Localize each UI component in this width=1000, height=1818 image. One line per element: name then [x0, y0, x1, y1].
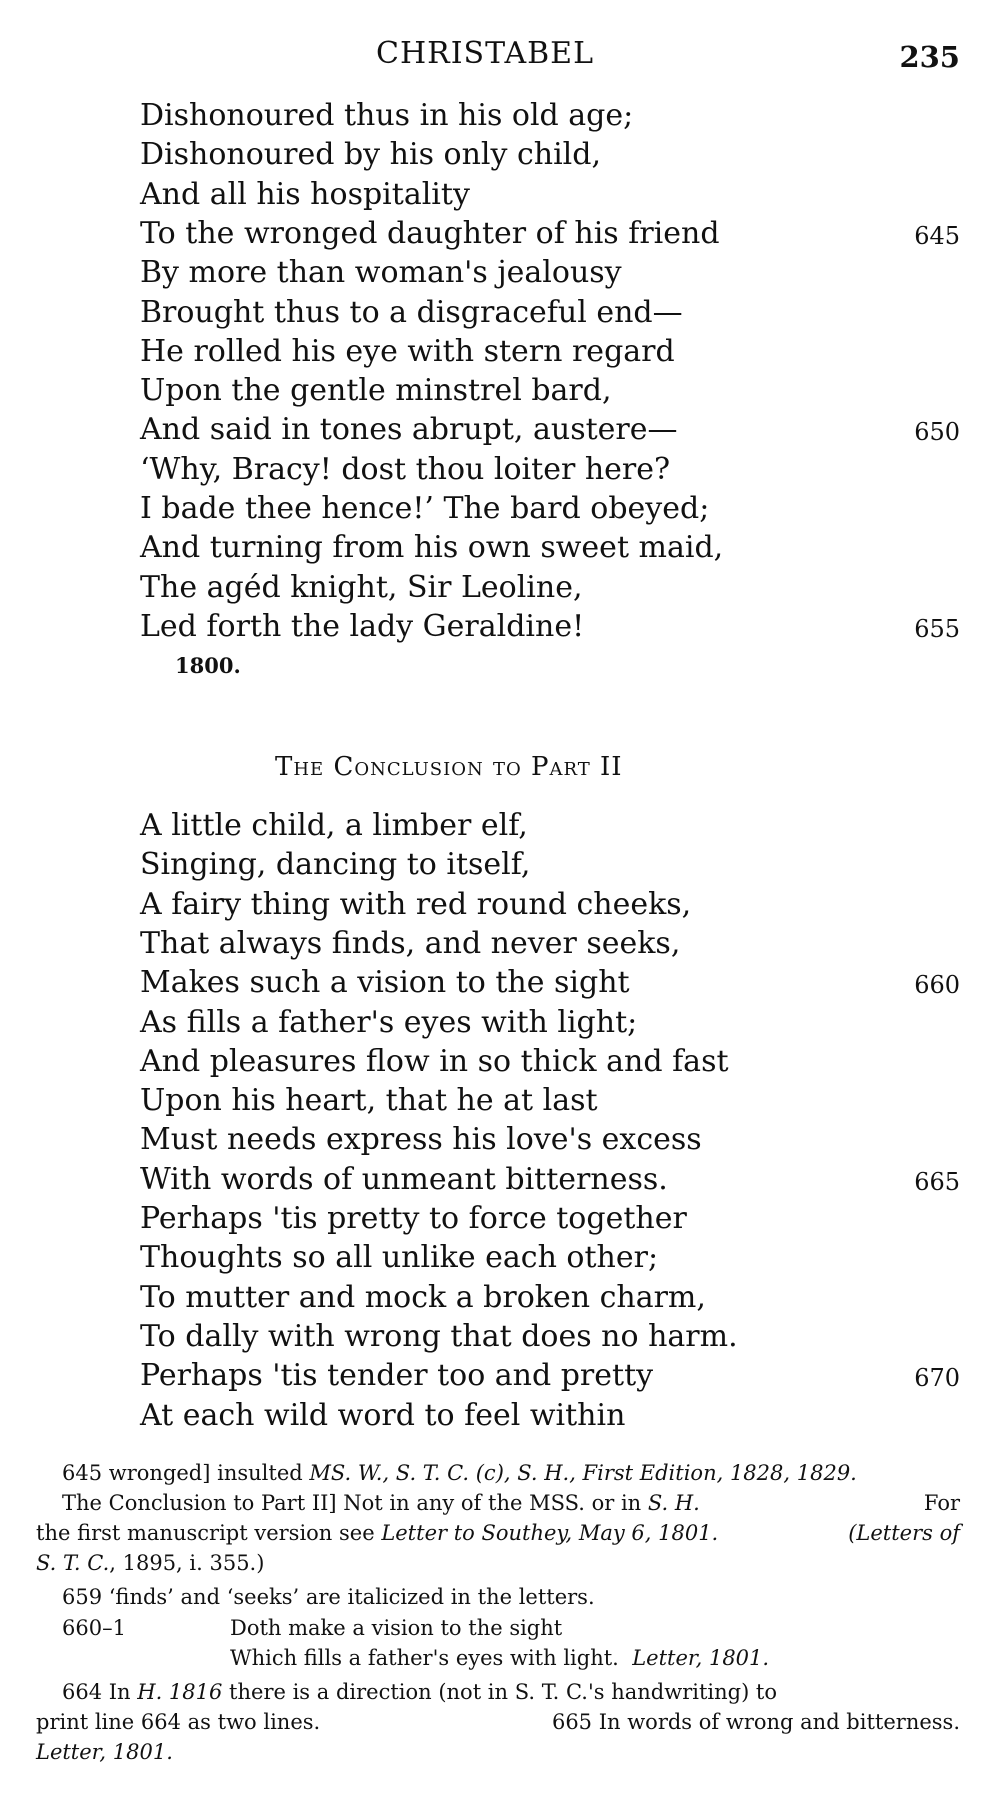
running-title: CHRISTABEL: [376, 36, 595, 71]
footnote-source: H. 1816: [137, 1680, 223, 1704]
poem-line: And turning from his own sweet maid,: [140, 530, 724, 566]
line-number: 665: [914, 1167, 960, 1196]
poem-line: Brought thus to a disgraceful end—: [140, 294, 683, 330]
poem-line: ‘Why, Bracy! dost thou loiter here?: [140, 451, 671, 487]
poem-line: Perhaps 'tis pretty to force together: [140, 1201, 687, 1236]
composition-date: 1800.: [175, 653, 241, 678]
footnote-664: [62, 1677, 777, 1707]
poem-line: And said in tones abrupt, austere—: [140, 412, 678, 448]
footnote-source: Letter, 1801.: [632, 1646, 770, 1670]
poem-line: Led forth the lady Geraldine!: [140, 608, 585, 644]
footnote-conclusion-for: [924, 1488, 960, 1518]
poem-line: Upon the gentle minstrel bard,: [140, 373, 612, 409]
line-number: 650: [914, 418, 960, 447]
footnote-text: For: [923, 1491, 960, 1515]
section-title: The Conclusion to Part II: [275, 752, 623, 782]
footnote-text: Which fills a father's eyes with light.: [230, 1646, 619, 1670]
footnote-text: there is a direction (not in S. T. C.'s handwriting) to: [222, 1680, 778, 1704]
poem-line: The agéd knight, Sir Leoline,: [140, 569, 583, 605]
poem-line: By more than woman's jealousy: [140, 255, 622, 291]
poem-line: A fairy thing with red round cheeks,: [140, 886, 692, 922]
poem-line: Must needs express his love's excess: [140, 1122, 702, 1158]
running-head: [0, 30, 1000, 74]
poem-line: As fills a father's eyes with light;: [140, 1004, 638, 1040]
footnote-conclusion-line1: [62, 1488, 700, 1518]
footnote-664-line2: print line 664 as two lines.: [36, 1710, 321, 1734]
poem-line: Dishonoured by his only child,: [140, 137, 602, 173]
footnote-660-line1: Doth make a vision to the sight: [230, 1616, 563, 1640]
footnote-conclusion-letters-of: (Letters of: [848, 1521, 960, 1545]
poem-line: Perhaps 'tis tender too and pretty: [140, 1358, 654, 1394]
poem-line: Makes such a vision to the sight: [140, 965, 630, 1001]
poem-line: At each wild word to feel within: [140, 1397, 626, 1433]
poem-line: Singing, dancing to itself,: [140, 847, 531, 883]
poem-line: I bade thee hence!’ The bard obeyed;: [140, 491, 710, 526]
footnote-source: S. H.: [647, 1491, 700, 1515]
poem-line: And all his hospitality: [140, 176, 470, 212]
footnote-sources: MS. W., S. T. C. (c), S. H., First Edition, 1828, 1829.: [309, 1461, 857, 1485]
poem-line: With words of unmeant bitterness.: [140, 1161, 668, 1197]
poem-line: To mutter and mock a broken charm,: [140, 1279, 706, 1315]
footnote-source: Letter to Southey, May 6, 1801.: [381, 1521, 719, 1545]
line-number: 655: [914, 614, 960, 643]
footnote-665-source: Letter, 1801.: [36, 1740, 173, 1764]
page-number: 235: [899, 40, 960, 74]
footnote-660-number: 660–1: [62, 1616, 126, 1640]
footnote-text: , 1895, i. 355.): [109, 1551, 265, 1575]
poem-line: And pleasures flow in so thick and fast: [140, 1043, 729, 1079]
footnote-text: 645 wronged] insulted: [62, 1461, 310, 1485]
poem-line: That always finds, and never seeks,: [140, 925, 681, 961]
poem-line: Dishonoured thus in his old age;: [140, 98, 634, 133]
footnote-conclusion-line3: [36, 1548, 264, 1578]
line-number: 670: [914, 1364, 960, 1393]
line-number: 660: [914, 971, 960, 1000]
footnote-665: 665 In words of wrong and bitterness.: [551, 1710, 960, 1734]
poem-line: Thoughts so all unlike each other;: [140, 1240, 659, 1276]
poem-line: He rolled his eye with stern regard: [140, 333, 675, 369]
footnote-source: S. T. C.: [36, 1551, 110, 1575]
line-number: 645: [914, 221, 960, 250]
footnote-text: 664 In: [62, 1680, 138, 1704]
footnote-text: The Conclusion to Part II] Not in any of the MSS. or in: [62, 1491, 648, 1515]
footnote-conclusion-line2: [36, 1518, 718, 1548]
poem-line: A little child, a limber elf,: [140, 808, 528, 843]
footnote-text: the first manuscript version see: [36, 1521, 382, 1545]
poem-line: To dally with wrong that does no harm.: [140, 1318, 738, 1354]
poem-line: Upon his heart, that he at last: [140, 1083, 598, 1119]
footnote-659: 659 ‘finds’ and ‘seeks’ are italicized in the letters.: [62, 1585, 595, 1609]
poem-line: To the wronged daughter of his friend: [140, 215, 720, 251]
footnote-645: [62, 1458, 857, 1488]
footnote-660-line2: [230, 1643, 769, 1673]
